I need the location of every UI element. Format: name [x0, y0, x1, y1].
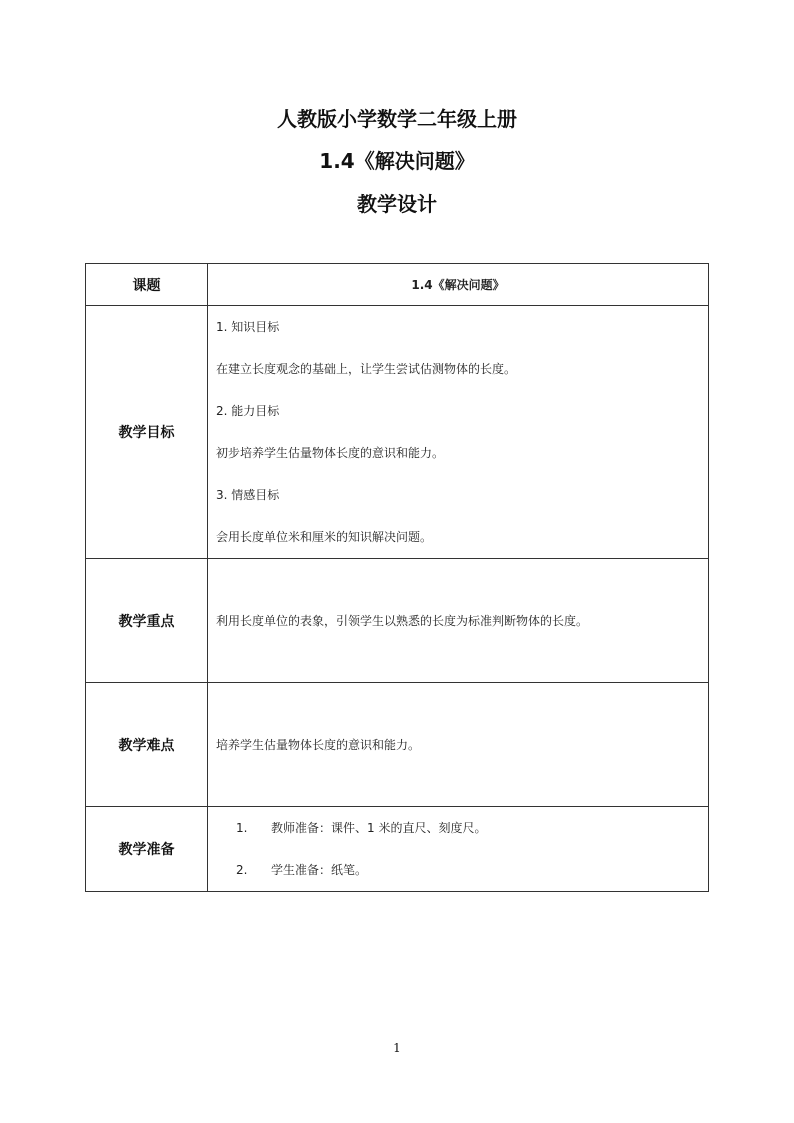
- list-item-number: 1.: [236, 821, 248, 835]
- goal-heading-emotion: 3. 情感目标: [216, 488, 280, 502]
- goals-label: 教学目标: [86, 306, 208, 559]
- goals-content: [208, 306, 709, 559]
- difficulties-text: 培养学生估量物体长度的意识和能力。: [216, 738, 421, 752]
- document-subtitle-lesson: 1.4《解决问题》: [319, 149, 475, 173]
- table-row-preparation: [86, 807, 709, 892]
- document-subtitle-design: 教学设计: [357, 192, 437, 216]
- difficulties-label: 教学难点: [86, 683, 208, 807]
- topic-label: 课题: [86, 264, 208, 306]
- list-item: [208, 849, 708, 891]
- page-number: 1: [393, 1041, 401, 1055]
- goal-text-knowledge: 在建立长度观念的基础上，让学生尝试估测物体的长度。: [216, 362, 517, 376]
- lesson-plan-table: [85, 263, 709, 892]
- goal-text-emotion: 会用长度单位米和厘米的知识解决问题。: [216, 530, 433, 544]
- goal-heading-ability: 2. 能力目标: [216, 404, 280, 418]
- list-item: [208, 807, 708, 849]
- key-points-text: 利用长度单位的表象，引领学生以熟悉的长度为标准判断物体的长度。: [216, 614, 589, 628]
- table-row-goals: [86, 306, 709, 559]
- list-item-text: 学生准备：纸笔。: [271, 863, 368, 877]
- difficulties-content: [208, 683, 709, 807]
- goal-heading-knowledge: 1. 知识目标: [216, 320, 280, 334]
- key-points-label: 教学重点: [86, 559, 208, 683]
- table-row-key-points: [86, 559, 709, 683]
- preparation-label: 教学准备: [86, 807, 208, 892]
- table-row-topic: [86, 264, 709, 306]
- goal-text-ability: 初步培养学生估量物体长度的意识和能力。: [216, 446, 445, 460]
- list-item-number: 2.: [236, 863, 248, 877]
- key-points-content: [208, 559, 709, 683]
- preparation-content: [208, 807, 709, 892]
- table-row-difficulties: [86, 683, 709, 807]
- topic-value: 1.4《解决问题》: [208, 264, 709, 306]
- document-title: 人教版小学数学二年级上册: [277, 107, 517, 131]
- list-item-text: 教师准备：课件、1 米的直尺、刻度尺。: [271, 821, 487, 835]
